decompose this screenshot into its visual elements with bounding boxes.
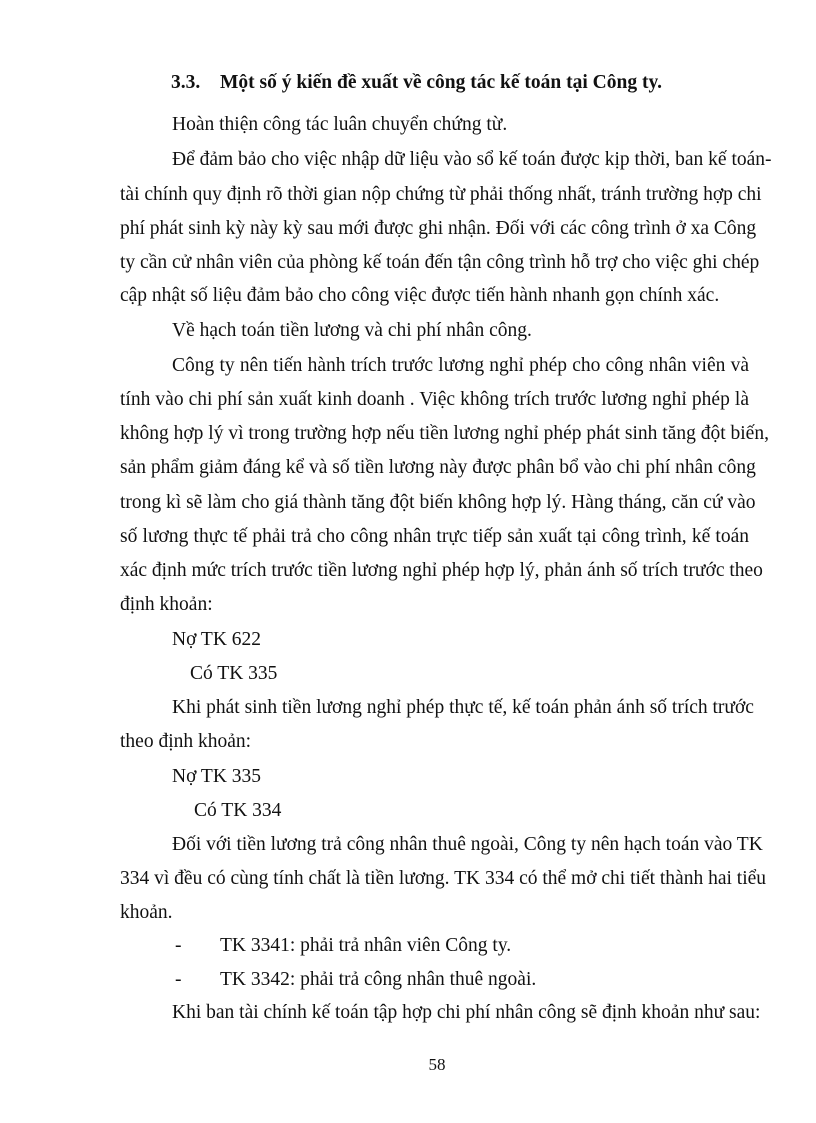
paragraph-line: tài chính quy định rõ thời gian nộp chứng từ phải thống nhất, tránh trường hợp chi: [120, 184, 762, 205]
paragraph-line: trong kì sẽ làm cho giá thành tăng đột biến không hợp lý. Hàng tháng, căn cứ vào: [120, 492, 756, 513]
paragraph-line: Đối với tiền lương trả công nhân thuê ngoài, Công ty nên hạch toán vào TK: [172, 834, 763, 855]
bullet-text: TK 3342: phải trả công nhân thuê ngoài.: [220, 969, 537, 990]
paragraph-line: Công ty nên tiến hành trích trước lương nghỉ phép cho công nhân viên và: [172, 355, 749, 376]
paragraph-line: 334 vì đều có cùng tính chất là tiền lương. TK 334 có thể mở chi tiết thành hai tiểu: [120, 868, 767, 889]
subheading-wages: Về hạch toán tiền lương và chi phí nhân công.: [172, 320, 532, 341]
paragraph-line: phí phát sinh kỳ này kỳ sau mới được ghi nhận. Đối với các công trình ở xa Công: [120, 218, 757, 239]
paragraph-line: Để đảm bảo cho việc nhập dữ liệu vào sổ kế toán được kịp thời, ban kế toán-: [172, 149, 772, 170]
bullet-text: TK 3341: phải trả nhân viên Công ty.: [220, 935, 512, 956]
journal-credit: Có TK 334: [194, 800, 282, 821]
paragraph-line: khoản.: [120, 902, 173, 923]
paragraph-line: cập nhật số liệu đảm bảo cho công việc được tiến hành nhanh gọn chính xác.: [120, 285, 720, 306]
page-number: 58: [428, 1055, 446, 1074]
journal-debit: Nợ TK 622: [172, 629, 262, 650]
section-heading: [171, 72, 662, 94]
paragraph-line: xác định mức trích trước tiền lương nghỉ phép hợp lý, phản ánh số trích trước theo: [120, 560, 763, 581]
paragraph-line: Khi phát sinh tiền lương nghỉ phép thực tế, kế toán phản ánh số trích trước: [172, 697, 754, 718]
paragraph-line: tính vào chi phí sản xuất kinh doanh . Việc không trích trước lương nghỉ phép là: [120, 389, 749, 410]
paragraph-line: số lương thực tế phải trả cho công nhân trực tiếp sản xuất tại công trình, kế toán: [120, 526, 749, 547]
paragraph-line: theo định khoản:: [120, 731, 252, 752]
bullet-dash: -: [175, 969, 182, 990]
journal-credit: Có TK 335: [190, 663, 278, 684]
subheading-voucher: Hoàn thiện công tác luân chuyển chứng từ.: [172, 114, 508, 135]
bullet-dash: -: [175, 935, 182, 956]
paragraph-line: ty cần cử nhân viên của phòng kế toán đến tận công trình hỗ trợ cho việc ghi chép: [120, 252, 760, 273]
paragraph-line: Khi ban tài chính kế toán tập hợp chi phí nhân công sẽ định khoản như sau:: [172, 1002, 761, 1023]
paragraph-line: không hợp lý vì trong trường hợp nếu tiền lương nghỉ phép phát sinh tăng đột biến,: [120, 423, 769, 444]
paragraph-line: định khoản:: [120, 594, 213, 615]
section-number: 3.3.: [171, 72, 201, 93]
paragraph-line: sản phẩm giảm đáng kể và số tiền lương này được phân bổ vào chi phí nhân công: [120, 457, 756, 478]
section-title: Một số ý kiến đề xuất về công tác kế toán tại Công ty.: [220, 72, 662, 93]
journal-debit: Nợ TK 335: [172, 766, 262, 787]
